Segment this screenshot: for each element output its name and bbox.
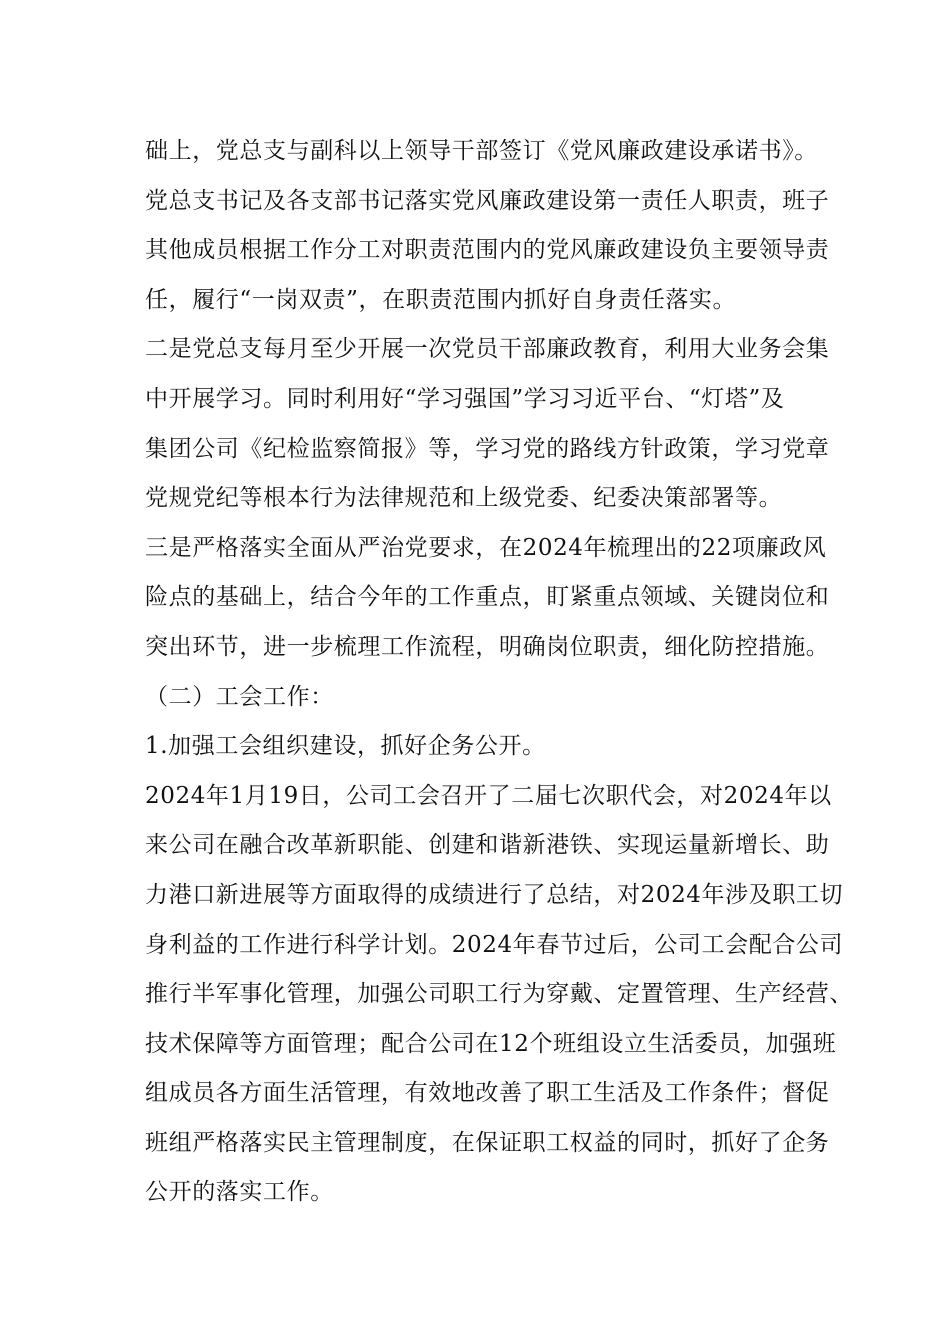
section-heading: （二）工会工作： bbox=[145, 683, 334, 710]
text-line: 班组严格落实民主管理制度，在保证职工权益的同时，抓好了企务 bbox=[145, 1129, 830, 1156]
text-line: 三是严格落实全面从严治党要求，在2024年梳理出的22项廉政风 bbox=[145, 534, 827, 561]
text-line: 中开展学习。同时利用好“学习强国”学习习近平台、“灯塔”及 bbox=[145, 385, 785, 412]
text-line: 2024年1月19日，公司工会召开了二届七次职代会，对2024年以 bbox=[145, 782, 832, 809]
text-line: 来公司在融合改革新职能、创建和谐新港铁、实现运量新增长、助 bbox=[145, 832, 830, 859]
text-line: 集团公司《纪检监察简报》等，学习党的路线方针政策，学习党章 bbox=[145, 435, 830, 462]
document-body bbox=[145, 127, 853, 1218]
text-line: 险点的基础上，结合今年的工作重点，盯紧重点领域、关键岗位和 bbox=[145, 584, 830, 611]
text-line: 力港口新进展等方面取得的成绩进行了总结，对2024年涉及职工切 bbox=[145, 881, 844, 908]
text-line: 身利益的工作进行科学计划。2024年春节过后，公司工会配合公司 bbox=[145, 931, 844, 958]
text-line: 技术保障等方面管理；配合公司在12个班组设立生活委员，加强班 bbox=[145, 1030, 837, 1057]
text-line: 组成员各方面生活管理，有效地改善了职工生活及工作条件；督促 bbox=[145, 1080, 830, 1107]
text-line: 二是党总支每月至少开展一次党员干部廉政教育，利用大业务会集 bbox=[145, 336, 830, 363]
text-line: 础上，党总支与副科以上领导干部签订《党风廉政建设承诺书》。 bbox=[145, 138, 818, 164]
text-line: 公开的落实工作。 bbox=[145, 1179, 334, 1206]
text-line: 任，履行“一岗双责”，在职责范围内抓好自身责任落实。 bbox=[145, 286, 737, 313]
text-line: 党规党纪等根本行为法律规范和上级党委、纪委决策部署等。 bbox=[145, 485, 783, 512]
text-line: 推行半军事化管理，加强公司职工行为穿戴、定置管理、生产经营、 bbox=[145, 981, 853, 1008]
text-line: 突出环节，进一步梳理工作流程，明确岗位职责，细化防控措施。 bbox=[145, 633, 830, 660]
subsection-heading: 1.加强工会组织建设，抓好企务公开。 bbox=[145, 733, 546, 760]
text-line: 其他成员根据工作分工对职责范围内的党风廉政建设负主要领导责 bbox=[145, 237, 830, 264]
text-line: 党总支书记及各支部书记落实党风廉政建设第一责任人职责，班子 bbox=[145, 187, 830, 214]
